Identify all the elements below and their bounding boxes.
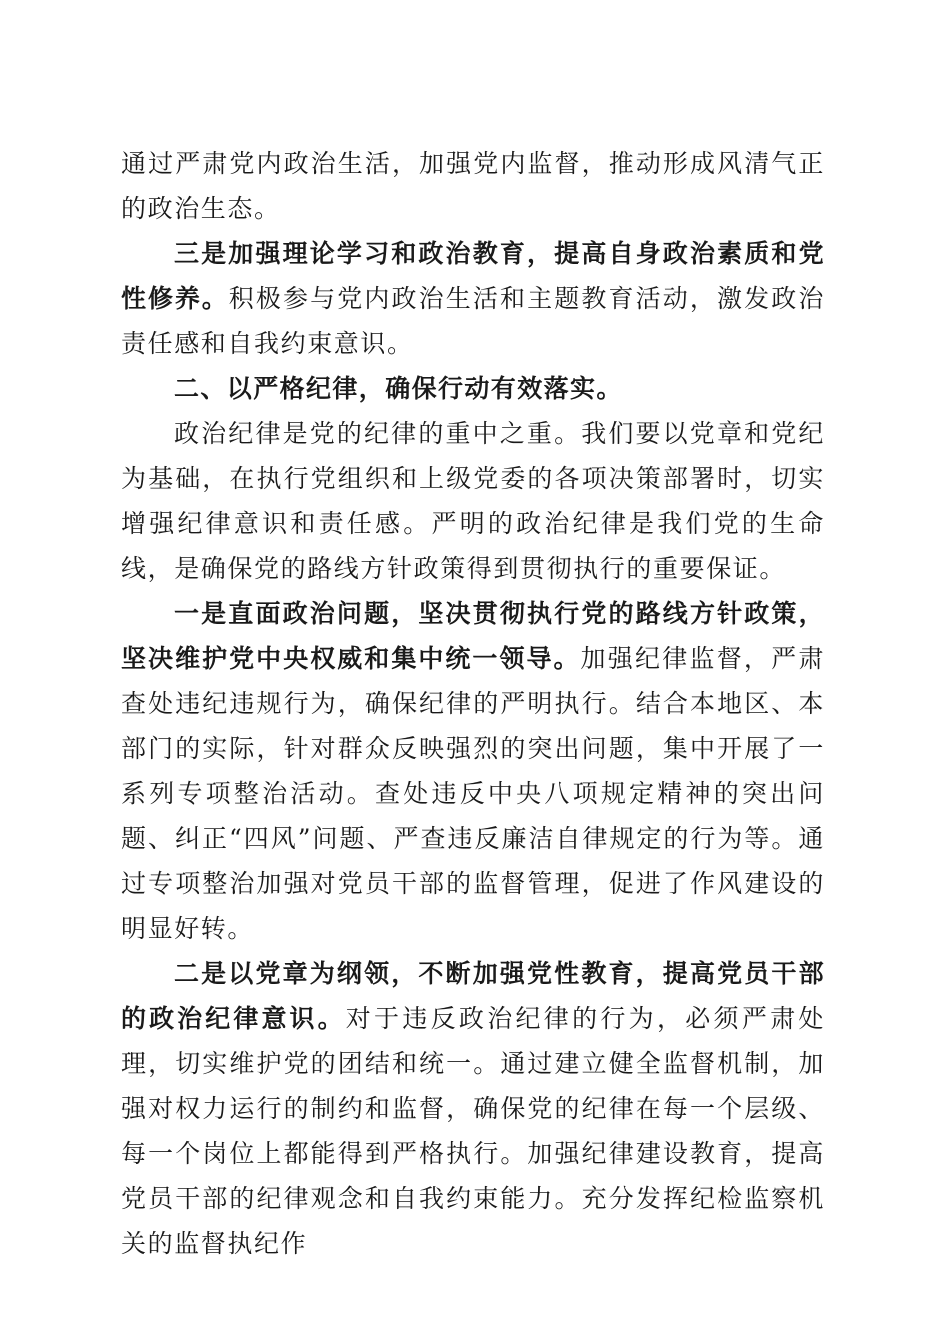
paragraph-continuation — [121, 141, 825, 231]
paragraph-point-three — [121, 231, 825, 366]
paragraph-lead-sentence: 一是直面政治问题，坚决贯彻执行党的路线方针政策，坚决维护党中央权威和集中统一领导。 — [121, 599, 825, 673]
section-heading-text: 二、以严格纪律，确保行动有效落实。 — [174, 374, 623, 403]
section-heading — [121, 366, 825, 411]
paragraph-lead-sentence: 三是加强理论学习和政治教育，提高自身政治素质和党性修养。 — [121, 239, 825, 313]
document-body — [121, 141, 825, 1266]
paragraph-text: 积极参与党内政治生活和主题教育活动，激发政治责任感和自我约束意识。 — [121, 284, 825, 358]
paragraph-text: 政治纪律是党的纪律的重中之重。我们要以党章和党纪为基础，在执行党组织和上级党委的各项决策部署时，切实增强纪律意识和责任感。严明的政治纪律是我们党的生命线，是确保党的路线方针政策得到贯彻执行的重要保证。 — [121, 419, 825, 583]
paragraph-lead-sentence: 二是以党章为纲领，不断加强党性教育，提高党员干部的政治纪律意识。 — [121, 959, 825, 1033]
paragraph-intro — [121, 411, 825, 591]
paragraph-text: 对于违反政治纪律的行为，必须严肃处理，切实维护党的团结和统一。通过建立健全监督机制，加强对权力运行的制约和监督，确保党的纪律在每一个层级、每一个岗位上都能得到严格执行。加强纪律建设教育，提高党员干部的纪律观念和自我约束能力。充分发挥纪检监察机关的监督执纪作 — [121, 1004, 825, 1258]
paragraph-text: 加强纪律监督，严肃查处违纪违规行为，确保纪律的严明执行。结合本地区、本部门的实际，针对群众反映强烈的突出问题，集中开展了一系列专项整治活动。查处违反中央八项规定精神的突出问题、纠正“四风”问题、严查违反廉洁自律规定的行为等。通过专项整治加强对党员干部的监督管理，促进了作风建设的明显好转。 — [121, 644, 825, 943]
paragraph-text: 通过严肃党内政治生活，加强党内监督，推动形成风清气正的政治生态。 — [121, 149, 825, 223]
paragraph-point-two — [121, 951, 825, 1266]
paragraph-point-one — [121, 591, 825, 951]
